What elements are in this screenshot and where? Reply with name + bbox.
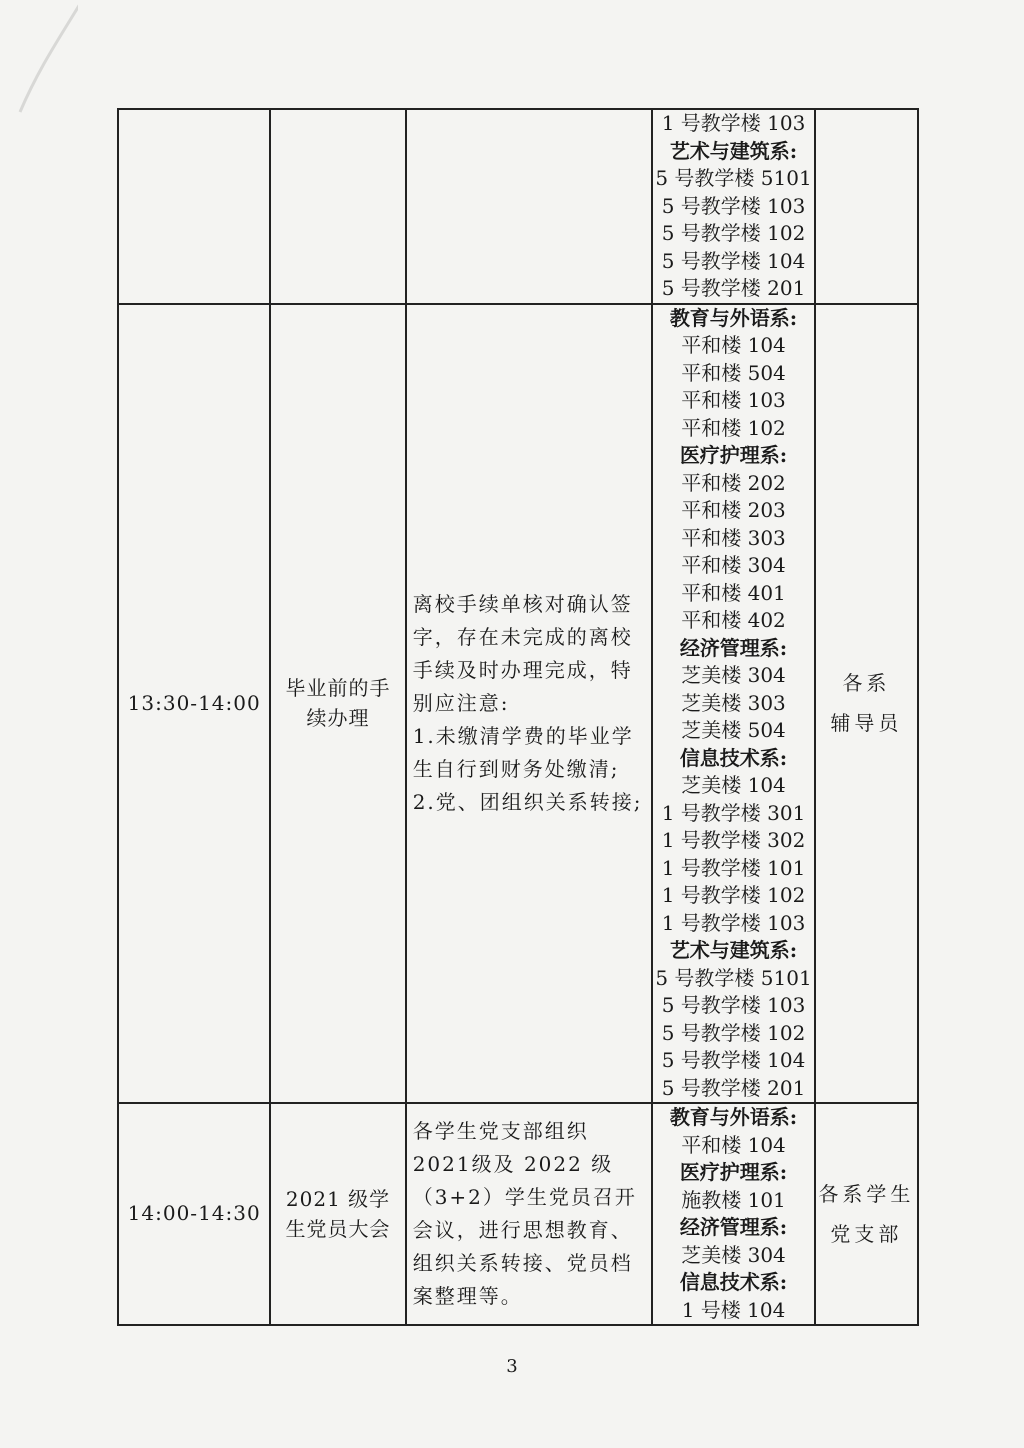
content-cell <box>406 1103 653 1325</box>
location-room: 芝美楼 104 <box>681 773 786 797</box>
item-cell <box>270 109 405 304</box>
location-room: 5 号教学楼 201 <box>661 1075 806 1100</box>
item-text: 毕业前的手续办理 <box>285 676 391 731</box>
location-room: 5 号教学楼 102 <box>661 1020 806 1045</box>
location-room: 5 号教学楼 104 <box>661 248 806 273</box>
location-room: 芝美楼 504 <box>681 718 786 742</box>
location-room: 平和楼 504 <box>681 360 786 385</box>
content-paragraph: 离校手续单核对确认签字，存在未完成的离校手续及时办理完成，特别应注意: <box>412 591 633 715</box>
responsible-text: 辅导员 <box>830 711 903 736</box>
location-room: 平和楼 402 <box>681 608 786 632</box>
table-row <box>118 109 918 304</box>
scan-mark <box>8 0 78 120</box>
table-row <box>118 304 918 1104</box>
time-text: 14:00-14:30 <box>127 1201 261 1226</box>
time-cell <box>118 1103 270 1325</box>
location-room: 1 号教学楼 301 <box>661 800 806 825</box>
location-room: 平和楼 202 <box>681 470 786 495</box>
department-label: 教育与外语系: <box>669 1105 798 1129</box>
location-room: 5 号教学楼 103 <box>661 193 806 218</box>
location-room: 平和楼 104 <box>681 1132 786 1157</box>
location-room: 平和楼 304 <box>681 553 786 577</box>
content-cell <box>406 109 653 304</box>
content-paragraph: 2.党、团组织关系转接; <box>412 789 643 814</box>
department-label: 经济管理系: <box>679 1215 788 1239</box>
location-room: 5 号教学楼 102 <box>661 221 806 245</box>
item-cell <box>270 304 405 1104</box>
item-text: 2021 级学生党员大会 <box>285 1187 391 1241</box>
content-cell <box>406 304 653 1104</box>
item-cell <box>270 1103 405 1325</box>
location-room: 5 号教学楼 103 <box>661 993 806 1017</box>
department-label: 艺术与建筑系: <box>669 138 798 163</box>
location-cell <box>652 304 814 1104</box>
page-number: 3 <box>506 1356 518 1377</box>
department-label: 信息技术系: <box>679 1270 788 1294</box>
location-room: 5 号教学楼 5101 <box>655 965 812 990</box>
content-paragraph: 各学生党支部组织2021级及 2022 级（3+2）学生党员召开会议，进行思想教育、组织关系转接、党员档案整理等。 <box>412 1119 637 1308</box>
location-room: 1 号教学楼 103 <box>661 111 806 135</box>
responsible-cell <box>815 1103 918 1325</box>
responsible-text: 各系学生 <box>818 1182 915 1206</box>
schedule-table <box>117 108 919 1326</box>
time-cell <box>118 304 270 1104</box>
department-label: 医疗护理系: <box>679 1160 788 1184</box>
table-row <box>118 1103 918 1325</box>
location-room: 平和楼 303 <box>681 525 786 550</box>
location-room: 1 号教学楼 102 <box>661 883 806 907</box>
location-room: 5 号教学楼 201 <box>661 276 806 300</box>
location-room: 芝美楼 303 <box>681 690 786 715</box>
location-room: 5 号教学楼 104 <box>661 1048 806 1072</box>
location-room: 1 号教学楼 302 <box>661 828 806 852</box>
location-room: 1 号楼 104 <box>681 1297 786 1322</box>
location-room: 芝美楼 304 <box>681 1242 786 1267</box>
time-text: 13:30-14:00 <box>127 690 261 715</box>
department-label: 经济管理系: <box>679 635 788 660</box>
responsible-cell <box>815 304 918 1104</box>
location-room: 1 号教学楼 101 <box>661 855 806 880</box>
time-cell <box>118 109 270 304</box>
responsible-text: 党支部 <box>830 1222 903 1246</box>
location-room: 平和楼 203 <box>681 498 786 522</box>
location-room: 平和楼 104 <box>681 333 786 357</box>
location-room: 平和楼 102 <box>681 415 786 440</box>
location-room: 1 号教学楼 103 <box>661 910 806 935</box>
location-room: 平和楼 103 <box>681 388 786 412</box>
location-room: 平和楼 401 <box>681 580 786 605</box>
location-room: 5 号教学楼 5101 <box>655 166 812 190</box>
location-room: 施教楼 101 <box>681 1187 786 1212</box>
location-cell <box>652 109 814 304</box>
department-label: 医疗护理系: <box>679 443 788 467</box>
location-cell <box>652 1103 814 1325</box>
department-label: 信息技术系: <box>679 745 788 770</box>
department-label: 艺术与建筑系: <box>669 938 798 962</box>
content-paragraph: 1.未缴清学费的毕业学生自行到财务处缴清; <box>412 723 634 781</box>
location-room: 芝美楼 304 <box>681 663 786 687</box>
responsible-text: 各系 <box>842 671 891 696</box>
responsible-cell <box>815 109 918 304</box>
department-label: 教育与外语系: <box>669 305 798 330</box>
